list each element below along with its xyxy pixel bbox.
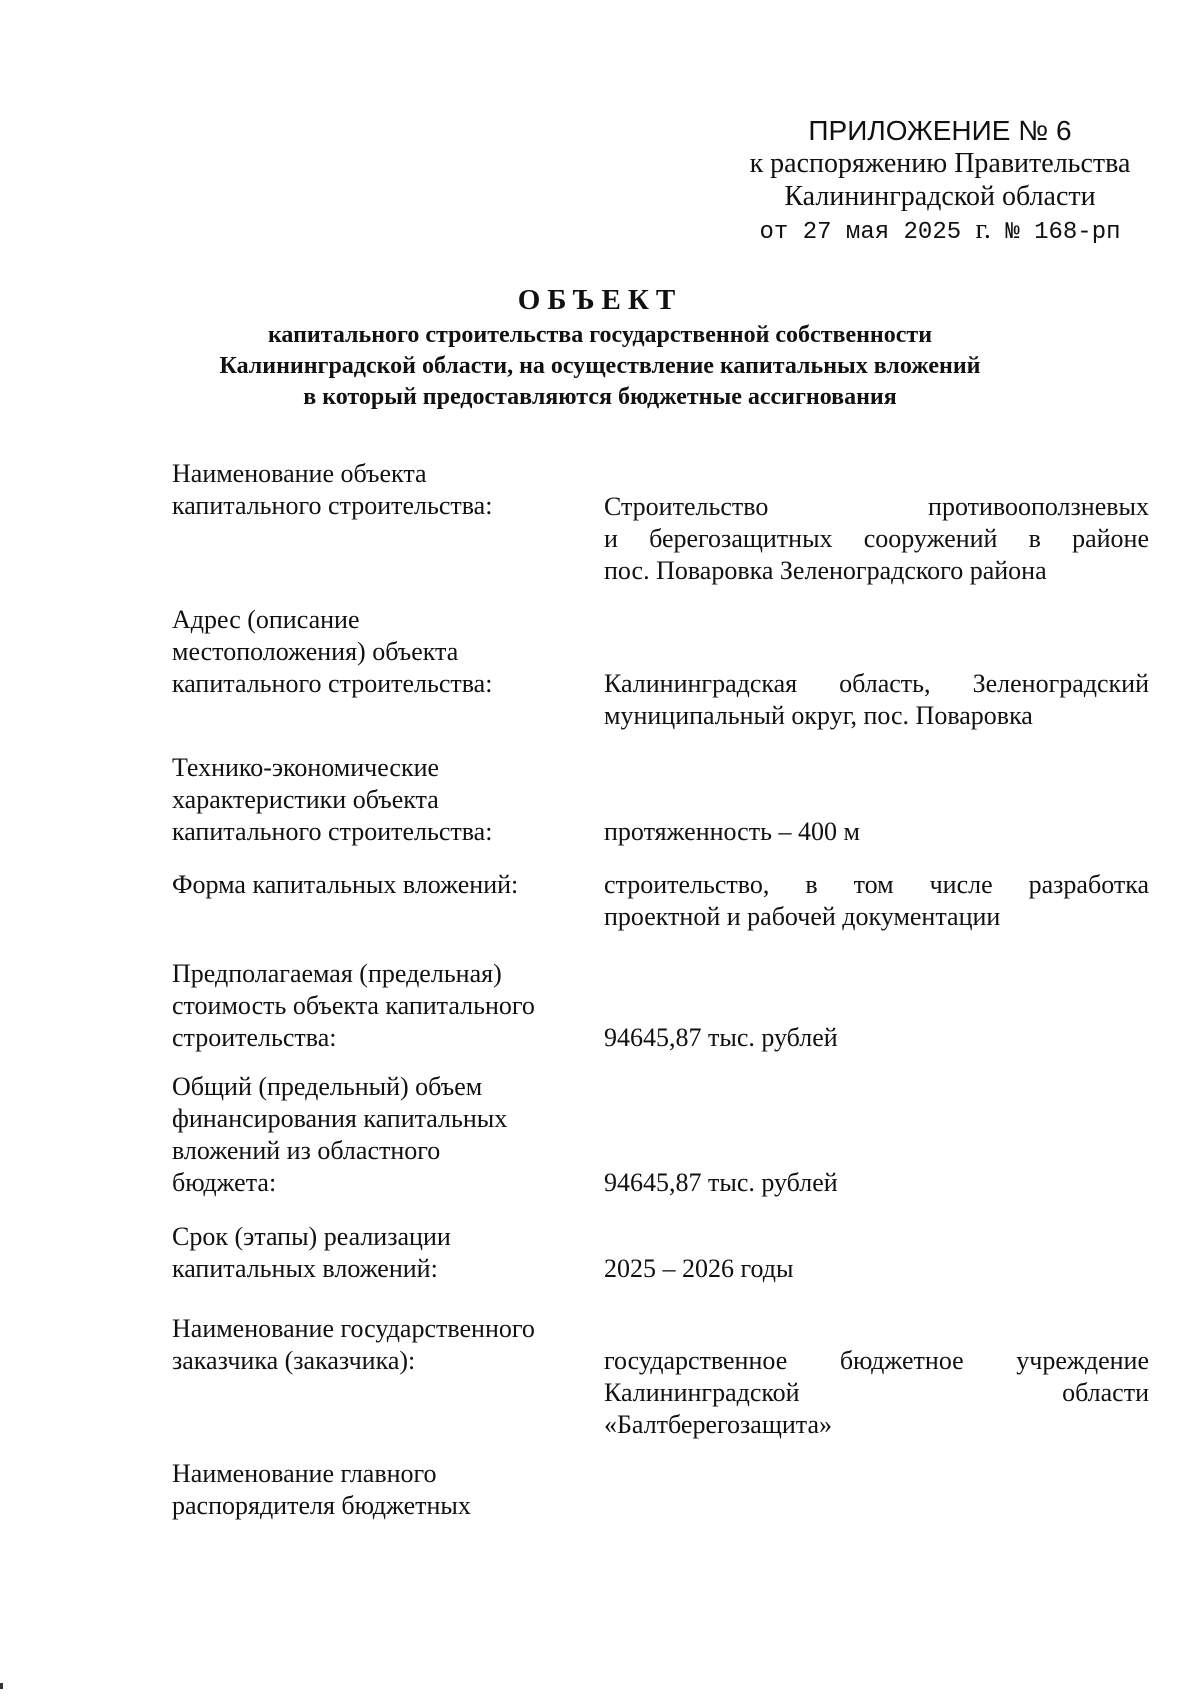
detail-label: Адрес (описание местоположения) объекта капитального строительства:	[172, 605, 493, 698]
detail-value	[604, 1022, 1149, 1054]
detail-value-line: Калининградская область, Зеленоградский	[604, 669, 1149, 698]
detail-value-line: муниципальный округ, пос. Поваровка	[604, 701, 1033, 730]
detail-value-line: государственное бюджетное учреждение	[604, 1346, 1149, 1375]
detail-value	[604, 1253, 1149, 1285]
appendix-date	[740, 213, 1140, 249]
detail-value-line: и берегозащитных сооружений в районе	[604, 524, 1149, 553]
detail-value-line: протяженность – 400 м	[604, 817, 860, 846]
appendix-line-1: к распоряжению Правительства	[749, 148, 1131, 179]
detail-row-main-manager	[172, 1458, 1162, 1528]
detail-label: Наименование главного распорядителя бюджетных	[172, 1459, 471, 1520]
detail-row-funding	[172, 1071, 1162, 1221]
detail-value	[604, 668, 1149, 732]
detail-value-line: строительство, в том числе разработка	[604, 870, 1149, 899]
detail-row-customer	[172, 1313, 1162, 1458]
detail-label: Наименование объекта капитального строительства:	[172, 459, 493, 520]
detail-value	[604, 869, 1149, 933]
heading-sub-2: Калининградской области, на осуществление капитальных вложений	[219, 353, 981, 379]
detail-value-line: Строительство противооползневых	[604, 492, 1149, 521]
detail-value-line: 2025 – 2026 годы	[604, 1254, 794, 1283]
detail-label: Общий (предельный) объем финансирования капитальных вложений из областного бюджета:	[172, 1072, 508, 1197]
detail-label: Срок (этапы) реализации капитальных вложений:	[172, 1222, 451, 1283]
detail-label: Технико-экономические характеристики объекта капитального строительства:	[172, 753, 493, 846]
detail-label: Наименование государственного заказчика (заказчика):	[172, 1314, 535, 1375]
detail-value	[604, 491, 1149, 587]
appendix-header	[740, 114, 1140, 249]
detail-row-timeline	[172, 1221, 1162, 1313]
detail-row-address	[172, 604, 1162, 752]
document-heading	[150, 282, 1050, 413]
scan-edge-mark	[0, 1683, 3, 1689]
detail-label: Предполагаемая (предельная) стоимость объекта капитального строительства:	[172, 959, 535, 1052]
detail-value-line: 94645,87 тыс. рублей	[604, 1168, 838, 1197]
detail-value-line: Калининградской области	[604, 1378, 1149, 1407]
detail-value-line: пос. Поваровка Зеленоградского района	[604, 556, 1047, 585]
detail-value-line: проектной и рабочей документации	[604, 902, 1001, 931]
detail-value-line: 94645,87 тыс. рублей	[604, 1023, 838, 1052]
appendix-date-prefix: от 27 мая 2025	[759, 219, 962, 246]
detail-row-specs	[172, 752, 1162, 869]
appendix-date-mid: г.	[975, 214, 991, 245]
detail-row-investment-form	[172, 869, 1162, 958]
detail-value	[604, 816, 1149, 848]
heading-sub-3: в который предоставляются бюджетные ассигнования	[303, 384, 897, 410]
heading-sub-1: капитального строительства государственной собственности	[267, 322, 933, 348]
appendix-line-2: Калининградской области	[784, 181, 1096, 212]
detail-label: Форма капитальных вложений:	[172, 870, 519, 899]
detail-row-name	[172, 458, 1162, 604]
detail-value	[604, 1345, 1149, 1441]
detail-row-cost	[172, 958, 1162, 1071]
detail-value	[604, 1167, 1149, 1199]
heading-main: ОБЪЕКТ	[517, 284, 683, 316]
appendix-title: ПРИЛОЖЕНИЕ № 6	[808, 115, 1072, 146]
appendix-date-suffix: № 168-рп	[1005, 219, 1121, 246]
detail-value-line: «Балтберегозащита»	[604, 1410, 832, 1439]
object-details	[172, 458, 1162, 1528]
